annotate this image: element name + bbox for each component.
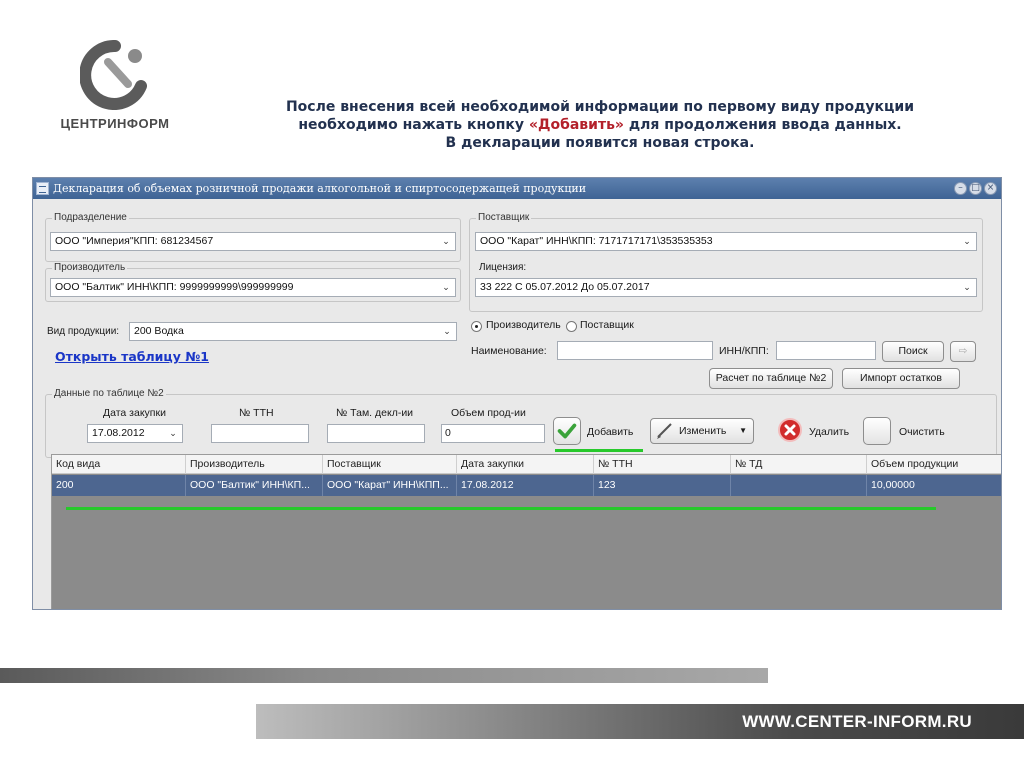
- pencil-icon: [655, 422, 675, 440]
- data-grid: [51, 454, 1002, 610]
- grid-col-supplier[interactable]: Поставщик: [323, 455, 457, 474]
- instruction-line-2: [250, 116, 950, 134]
- delete-icon[interactable]: [778, 418, 802, 442]
- inn-input[interactable]: [776, 341, 876, 360]
- license-value: 33 222 С 05.07.2012 До 05.07.2017: [480, 281, 650, 293]
- close-icon[interactable]: ×: [984, 182, 997, 195]
- product-type-label: Вид продукции:: [47, 326, 120, 337]
- grid-col-ttn[interactable]: № ТТН: [594, 455, 731, 474]
- instruction-line-1: После внесения всей необходимой информации по первому виду продукции: [285, 99, 915, 115]
- logo-text: ЦЕНТРИНФОРМ: [60, 116, 170, 131]
- edit-button-label: Изменить: [679, 425, 727, 437]
- radio-supplier[interactable]: [566, 321, 577, 332]
- grid-cell-td: [731, 475, 867, 496]
- name-label: Наименование:: [471, 345, 547, 357]
- purchase-date-value: 17.08.2012: [92, 427, 145, 439]
- table-row[interactable]: [52, 475, 1002, 496]
- table2-group-label: Данные по таблице №2: [54, 388, 164, 399]
- calc-table-2-button[interactable]: Расчет по таблице №2: [709, 368, 833, 389]
- chevron-down-icon: ⌄: [169, 428, 177, 438]
- ttn-input[interactable]: [211, 424, 309, 443]
- customs-label: № Там. декл-ии: [336, 407, 414, 419]
- ttn-label: № ТТН: [239, 407, 274, 419]
- grid-col-manufacturer[interactable]: Производитель: [186, 455, 323, 474]
- window-controls: [954, 182, 997, 195]
- supplier-value: ООО "Карат" ИНН\КПП: 7171717171\353535353: [480, 235, 713, 247]
- checkmark-icon: [554, 418, 580, 444]
- instruction-accent: «Добавить»: [528, 117, 624, 133]
- volume-input[interactable]: 0: [441, 424, 545, 443]
- search-button[interactable]: Поиск: [882, 341, 944, 362]
- edit-button[interactable]: [650, 418, 754, 444]
- chevron-down-icon: ⌄: [442, 282, 450, 292]
- volume-label: Объем прод-ии: [451, 407, 526, 419]
- grid-col-code[interactable]: Код вида: [52, 455, 186, 474]
- grid-cell-supplier: ООО "Карат" ИНН\КПП...: [323, 475, 457, 496]
- instruction-line-2-end: для продолжения ввода данных.: [623, 117, 902, 133]
- next-arrow-icon[interactable]: ⇨: [950, 341, 976, 362]
- footer-bar-top: [0, 668, 768, 683]
- grid-cell-manufacturer: ООО "Балтик" ИНН\КП...: [186, 475, 323, 496]
- inn-label: ИНН/КПП:: [719, 345, 769, 357]
- chevron-down-icon: ⌄: [443, 326, 451, 336]
- purchase-date-picker[interactable]: [87, 424, 183, 443]
- subdivision-label: Подразделение: [54, 212, 127, 223]
- grid-col-purchase-date[interactable]: Дата закупки: [457, 455, 594, 474]
- chevron-down-icon: ⌄: [963, 282, 971, 292]
- add-button[interactable]: [553, 417, 581, 445]
- declaration-window: [32, 177, 1002, 610]
- grid-col-volume[interactable]: Объем продукции: [867, 455, 1002, 474]
- maximize-icon[interactable]: □: [969, 182, 982, 195]
- clear-button[interactable]: [863, 417, 891, 445]
- purchase-date-label: Дата закупки: [103, 407, 166, 419]
- grid-cell-purchase-date: 17.08.2012: [457, 475, 594, 496]
- open-table-1-link[interactable]: Открыть таблицу №1: [55, 349, 209, 364]
- footer-bar-bottom: [256, 704, 1024, 739]
- add-button-label[interactable]: Добавить: [587, 426, 634, 438]
- window-title: Декларация об объемах розничной продажи алкогольной и спиртосодержащей продукции: [53, 182, 587, 195]
- instruction-line-3: В декларации появится новая строка.: [445, 135, 755, 151]
- clear-button-label[interactable]: Очистить: [899, 426, 945, 438]
- footer-url[interactable]: WWW.CENTER-INFORM.RU: [742, 712, 972, 731]
- instruction-text: [250, 98, 950, 152]
- close-icon: [780, 420, 800, 440]
- minimize-icon[interactable]: –: [954, 182, 967, 195]
- logo-mark-icon: [80, 40, 150, 110]
- row-highlight-line: [66, 507, 936, 510]
- logo: [50, 40, 180, 135]
- window-app-icon: [36, 182, 49, 195]
- chevron-down-icon: ⌄: [442, 236, 450, 246]
- product-type-value: 200 Водка: [134, 325, 184, 337]
- product-type-select[interactable]: [129, 322, 457, 341]
- delete-button-label[interactable]: Удалить: [809, 426, 850, 438]
- grid-header: [52, 455, 1002, 474]
- chevron-down-icon: ⌄: [963, 236, 971, 246]
- subdivision-value: ООО "Империя"КПП: 681234567: [55, 235, 214, 247]
- license-label: Лицензия:: [479, 262, 527, 273]
- import-remains-button[interactable]: Импорт остатков: [842, 368, 960, 389]
- radio-manufacturer[interactable]: [471, 321, 482, 332]
- window-titlebar[interactable]: [33, 178, 1001, 199]
- name-input[interactable]: [557, 341, 713, 360]
- instruction-line-2-start: необходимо нажать кнопку: [298, 117, 529, 133]
- add-button-highlight: [555, 449, 643, 452]
- manufacturer-label: Производитель: [54, 262, 126, 273]
- manufacturer-select[interactable]: [50, 278, 456, 297]
- grid-col-td[interactable]: № ТД: [731, 455, 867, 474]
- subdivision-select[interactable]: [50, 232, 456, 251]
- supplier-select[interactable]: [475, 232, 977, 251]
- license-select[interactable]: [475, 278, 977, 297]
- radio-supplier-label: Поставщик: [580, 319, 634, 331]
- radio-manufacturer-label: Производитель: [486, 319, 561, 331]
- customs-input[interactable]: [327, 424, 425, 443]
- supplier-label: Поставщик: [478, 212, 530, 223]
- manufacturer-value: ООО "Балтик" ИНН\КПП: 9999999999\999999999: [55, 281, 294, 293]
- grid-cell-code: 200: [52, 475, 186, 496]
- grid-cell-volume: 10,00000: [867, 475, 1002, 496]
- dropdown-arrow-icon: ▼: [739, 426, 747, 435]
- grid-cell-ttn: 123: [594, 475, 731, 496]
